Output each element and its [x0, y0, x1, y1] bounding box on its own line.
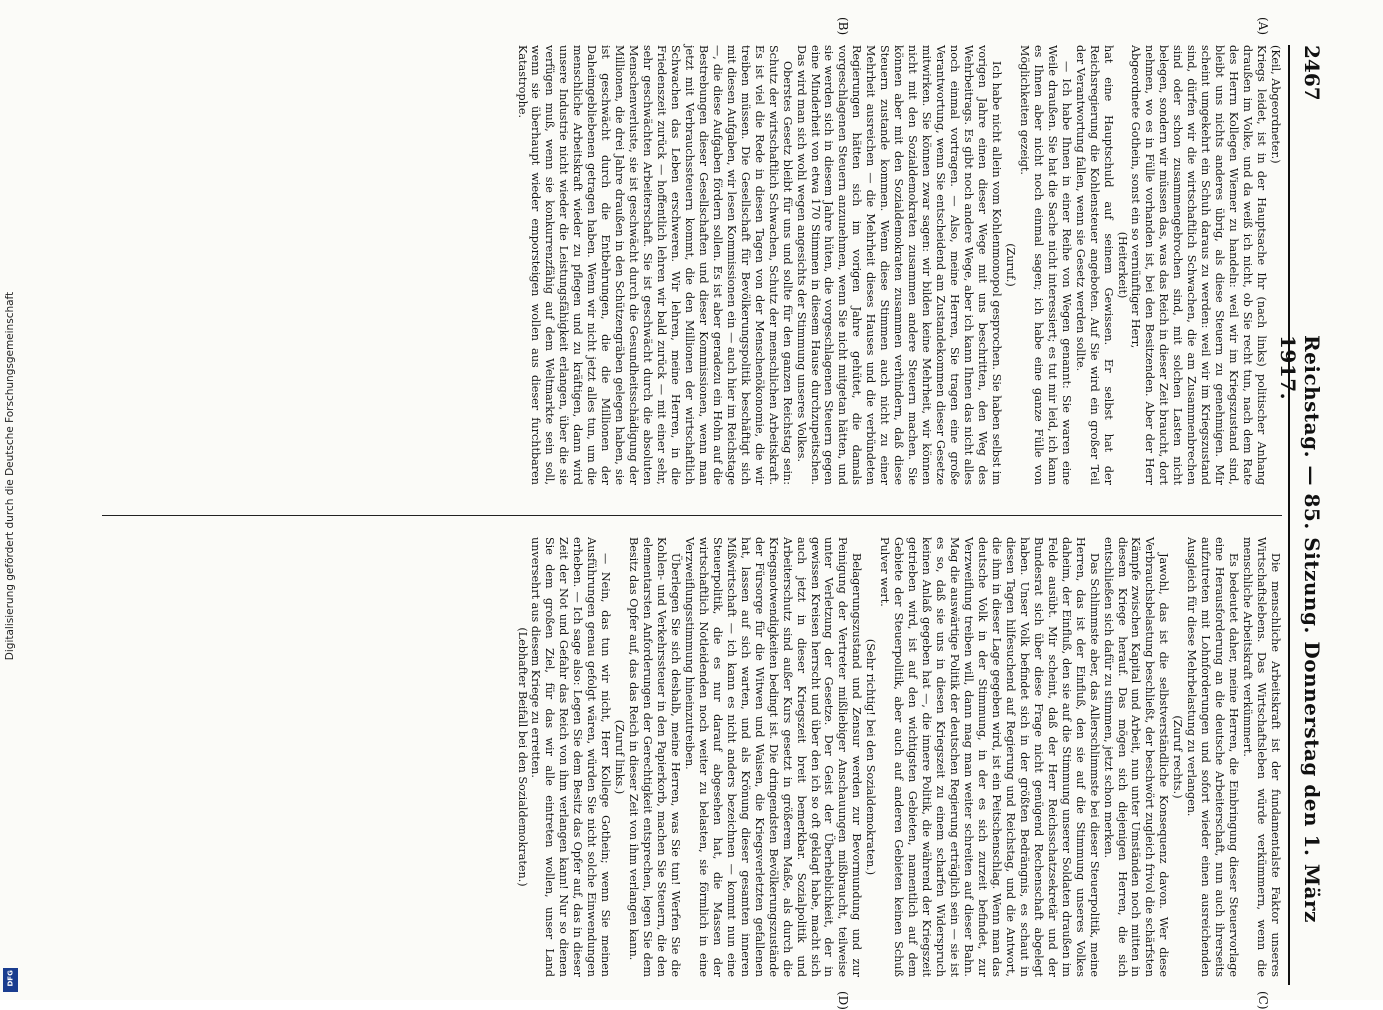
paragraph: Das Schlimmste aber, das Allerschlimmste bei dieser Steuerpolitik, meine Herren, das ist der Einfluß, den sie auf die Stimmung unseres Volkes daheim, der Einfluß, den sie auf die Stimmung unserer Soldaten draußen im Felde ausübt. Mir scheint, daß der Herr Reichsschatzsekretär und der Bundesrat sich über diese Frage nicht genügend Rechenschaft abgelegt haben. Unser Volk befindet sich in der größten Bedrängnis, es schaut in diesen Tagen hilfesuchend auf Regierung und Reichstag, und die Antwort, die ihm in dieser Lage gegeben wird, ist ein Peitschenschlag. Wenn man das deutsche Volk in der Stimmung, in der es sich zurzeit befindet, zur Verzweiflung treiben will, dann mag man weiter schreiten auf dieser Bahn. Mag die auswärtige Politik der deutschen Regierung erträglich sein — sie ist es so, daß sie uns in diesen Kriegszeit zu einem scharfen Widerspruch keinen Anlaß gegeben hat —, die innere Politik, die während der Kriegszeit getrieben wird, ist auf den wichtigsten Gebieten, namentlich auf dem Gebiete der Steuerpolitik, aber auch auf anderen Gebieten keinen Schuß Pulver wert. — [878, 537, 1101, 977]
page-running-title: Reichstag. — 85. Sitzung. Donnerstag den 1. März 1917. — [1276, 335, 1324, 923]
column-divider — [102, 515, 1282, 516]
margin-mark-c: (C) — [1256, 991, 1270, 1010]
applause-note: (Lebhafter Beifall bei den Sozialdemokraten.) — [515, 627, 529, 887]
paragraph: Jawohl, das ist die selbstverständliche Konsequenz davon. Wer diese Verbrauchsbelastung beschließt, der beschwört zugleich frivol die schärfsten Kämpfe zwischen Kapital und Arbeit, nun unter Umständen noch mitten in diesem Kriege herauf. Das mögen sich diejenigen Herren, die sich entschließen sich dafür zu stimmen, jetzt schon merken. — [1101, 537, 1171, 977]
interjection: (Zuruf.) — [1003, 243, 1017, 287]
right-text-column — [92, 537, 1282, 977]
page-header — [1276, 45, 1330, 985]
digitization-credit-strip — [0, 0, 20, 1000]
paragraph: Es bedeutet daher, meine Herren, die Einbringung dieser Steuervorlage eine Herausforderung an die deutsche Arbeiterschaft, nun auch ihrerseits aufzutreten mit Lohnforderungen und sofort wieder einen ausreichenden Ausgleich für diese Mehrbelastung zu verlangen. — [1185, 537, 1241, 977]
margin-mark-b: (B) — [836, 17, 850, 36]
rotated-page-content — [75, 17, 1330, 1010]
paragraph: Ich habe nicht allein vom Kohlenmonopol gesprochen. Sie haben selbst im vorigen Jahre einen dieser Wege mit uns beschritten, den Weg des Wehrbeitrags. Es gibt noch andere Wege, aber ich kann Ihnen das nicht alles noch einmal vortragen. — Also, meine Herren, Sie tragen eine große Verantwortung, wenn Sie entscheidend am Zustandekommen dieser Gesetze mitwirken. Sie können zwar sagen: wir bilden keine Mehrheit, wir können nicht mit den Sozialdemokraten zusammen andere Steuern machen. Sie können aber mit den Sozialdemokraten zusammen verhindern, daß diese Steuern zustande kommen. Wenn diese Stimmen auch nicht zu einer Mehrheit ausreichen — die Mehrheit dieses Hauses und die verbündeten Regierungen hätten sich im vorigen Jahre gehütet, die damals vorgeschlagenen Steuern anzunehmen, wenn Sie nicht mitgetan hätten, und sie werden sich in diesem Jahre hüten, die vorgeschlagenen Steuern gegen eine Minderheit von etwa 170 Stimmen in diesem Hause durchzupeitschen. Das wird man sich wohl wegen angesichts der Stimmung unseres Volkes. — [794, 45, 1003, 485]
paragraph: Oberstes Gesetz bleibt für uns und sollte für den ganzen Reichstag sein: Schutz der wirtschaftlich Schwachen, Schutz der menschlichen Arbeitskraft. Es ist viel die Rede in diesen Tagen von der Menschenökonomie, die wir treiben müssen. Die Gesellschaft für Bevölkerungspolitik beschäftigt sich mit diesen Aufgaben, wir lesen Kommissionen ein — auch hier im Reichstage —, die diese Aufgaben fördern sollen. Es ist aber geradezu ein Hohn auf die Bestrebungen dieser Gesellschaften und dieser Kommissionen, wenn man jetzt mit Verbrauchssteuern kommt, die den Millionen der wirtschaftlich Schwachen das Leben erschweren. Wir lehren, meine Herren, in die Friedenszeit zurück — hoffentlich lehren wir bald zurück — mit einer sehr, sehr geschwächten Arbeiterschaft. Sie ist geschwächt durch die absoluten Menschenverluste, sie ist geschwächt durch die Gesundheitsschädigung der Millionen, die drei Jahre draußen in den Schützengräben gelegen haben, sie ist geschwächt durch die Entbehrungen, die die Millionen der Daheimgebliebenen getragen haben. Wenn wir nicht jetzt alles tun, um die menschliche Arbeitskraft wieder zu pflegen und zu kräftigen, dann wird unsere Industrie nicht wieder die Leistungsfähigkeit erlangen, über die sie verfügen muß, wenn sie konkurrenzfähig auf dem Weltmarkte sein soll, wenn sie überhaupt wieder emporsteigen wollen aus dieser furchtbaren Katastrophe. — [515, 45, 794, 485]
paragraph: Belagerungszustand und Zensur werden zur Bevormundung und zur Peinigung der Vertreter mißliebiger Anschauungen mißbraucht, teilweise unter Verletzung der Gesetze. Der Geist der Überheblichkeit, der in gewissen Kreisen herrscht und über den ich so oft geklagt habe, macht sich auch jetzt in dieser Kriegszeit breit bemerkbar. Sozialpolitik und Arbeiterschutz sind außer Kurs gesetzt in größerem Maße, als durch die Kriegsnotwendigkeiten bedingt ist. Die dringendsten Bevölkerungszustände der Fürsorge für die Witwen und Waisen, die Kriegsverletzten gefallenen hat, lassen auf sich warten, und als Krönung dieser gesamten inneren Mißwirtschaft — ich kann es nicht anders bezeichnen — kommt nun eine Steuerpolitik, die es nur darauf abgesehen hat, die Massen der wirtschaftlich Notleidenden noch weiter zu belasten, sie förmlich in eine Verzweiflungsstimmung hineinzutreiben. — [682, 537, 864, 977]
paragraph: hat eine Hauptschuld auf seinem Gewissen. Er selbst hat der Reichsregierung die Kohlensteuer angeboten. Auf Sie wird ein großer Teil der Verantwortung fallen, wenn sie Gesetz werden sollte. — [1073, 45, 1115, 485]
paragraph: Überlegen Sie sich deshalb, meine Herren, was Sie tun! Werfen Sie die Kohlen- und Verkehrssteuer in den Papierkorb, machen Sie Steuern, die den elementarsten Anforderungen der Gerechtigkeit entsprechen, legen Sie dem Besitz das Opfer auf, das das Reich in dieser Zeit von ihm verlangen kann. — [627, 537, 683, 977]
paragraph: Die menschliche Arbeitskraft ist der fundamentalste Faktor unseres Wirtschaftslebens. Das Wirtschaftsleben würde verkümmern, wenn die menschliche Arbeitskraft verkümmert. — [1241, 537, 1282, 977]
interjection: (Zuruf rechts.) — [1171, 715, 1185, 799]
digitization-credit: Digitalisierung gefördert durch die Deutsche Forschungsgemeinschaft — [4, 291, 16, 661]
paragraph: — Nein, das tun wir nicht, Herr Kollege Gothein; wenn Sie meinen Ausführungen genau gefolgt wären, würden Sie nicht solche Einwendungen erheben. — Ich sage also: Legen Sie dem Besitz das Opfer auf, das in dieser Zeit der Not und Gefahr das Reich von ihm verlangen kann! Nur so dienen Sie dem großen Ziel, für das wir alle eintreten wollen, unser Land unversehrt aus diesem Kriege zu erretten. — [529, 537, 613, 977]
margin-mark-d: (D) — [836, 991, 850, 1010]
paragraph: — Ich habe Ihnen in einer Reihe von Wegen genannt: Sie waren eine Weile draußen. Sie hat die Sache nicht interessiert; es tut mir leid, ich kann es Ihnen aber nicht noch einmal sagen; ich habe eine ganze Fülle von Möglichkeiten gezeigt. — [1017, 45, 1073, 485]
speaker-attribution: (Keil, Abgeordneter.) — [1269, 45, 1282, 164]
interjection: (Heiterkeit) — [1115, 231, 1129, 299]
interjection: (Sehr richtig! bei den Sozialdemokraten.) — [864, 638, 878, 876]
paragraph: Kriegs leidet, ist in der Hauptsache Ihr (nach links) politischer Anhang draußen im Volke, und da weiß ich nicht, ob Sie recht tun, nach dem Rate des Herrn Kollegen Wiemer zu handeln: weil wir im Kriegszustand sind, bleibt uns nichts anderes übrig, als diese Steuern zu genehmigen. Mir scheint umgekehrt ein Schuh daraus zu werden: weil wir im Kriegszustand sind, dürfen wir die wirtschaftlich Schwachen, die am Zusammenbrechen sind oder schon zusammengebrochen sind, mit solchen Lasten nicht belegen, sondern wir müssen das, was das Reich in dieser Zeit braucht, dort nehmen, wo es in Fülle vorhanden ist, bei den Besitzenden. Aber der Herr Abgeordnete Gothein, sonst ein so vernünftiger Herr, — [1129, 45, 1269, 485]
left-text-column — [515, 45, 1282, 485]
margin-mark-a: (A) — [1256, 17, 1270, 36]
interjection: (Zuruf links.) — [613, 719, 627, 795]
dfg-logo: DFG — [3, 968, 18, 992]
page-number: 2467 — [1300, 45, 1324, 101]
